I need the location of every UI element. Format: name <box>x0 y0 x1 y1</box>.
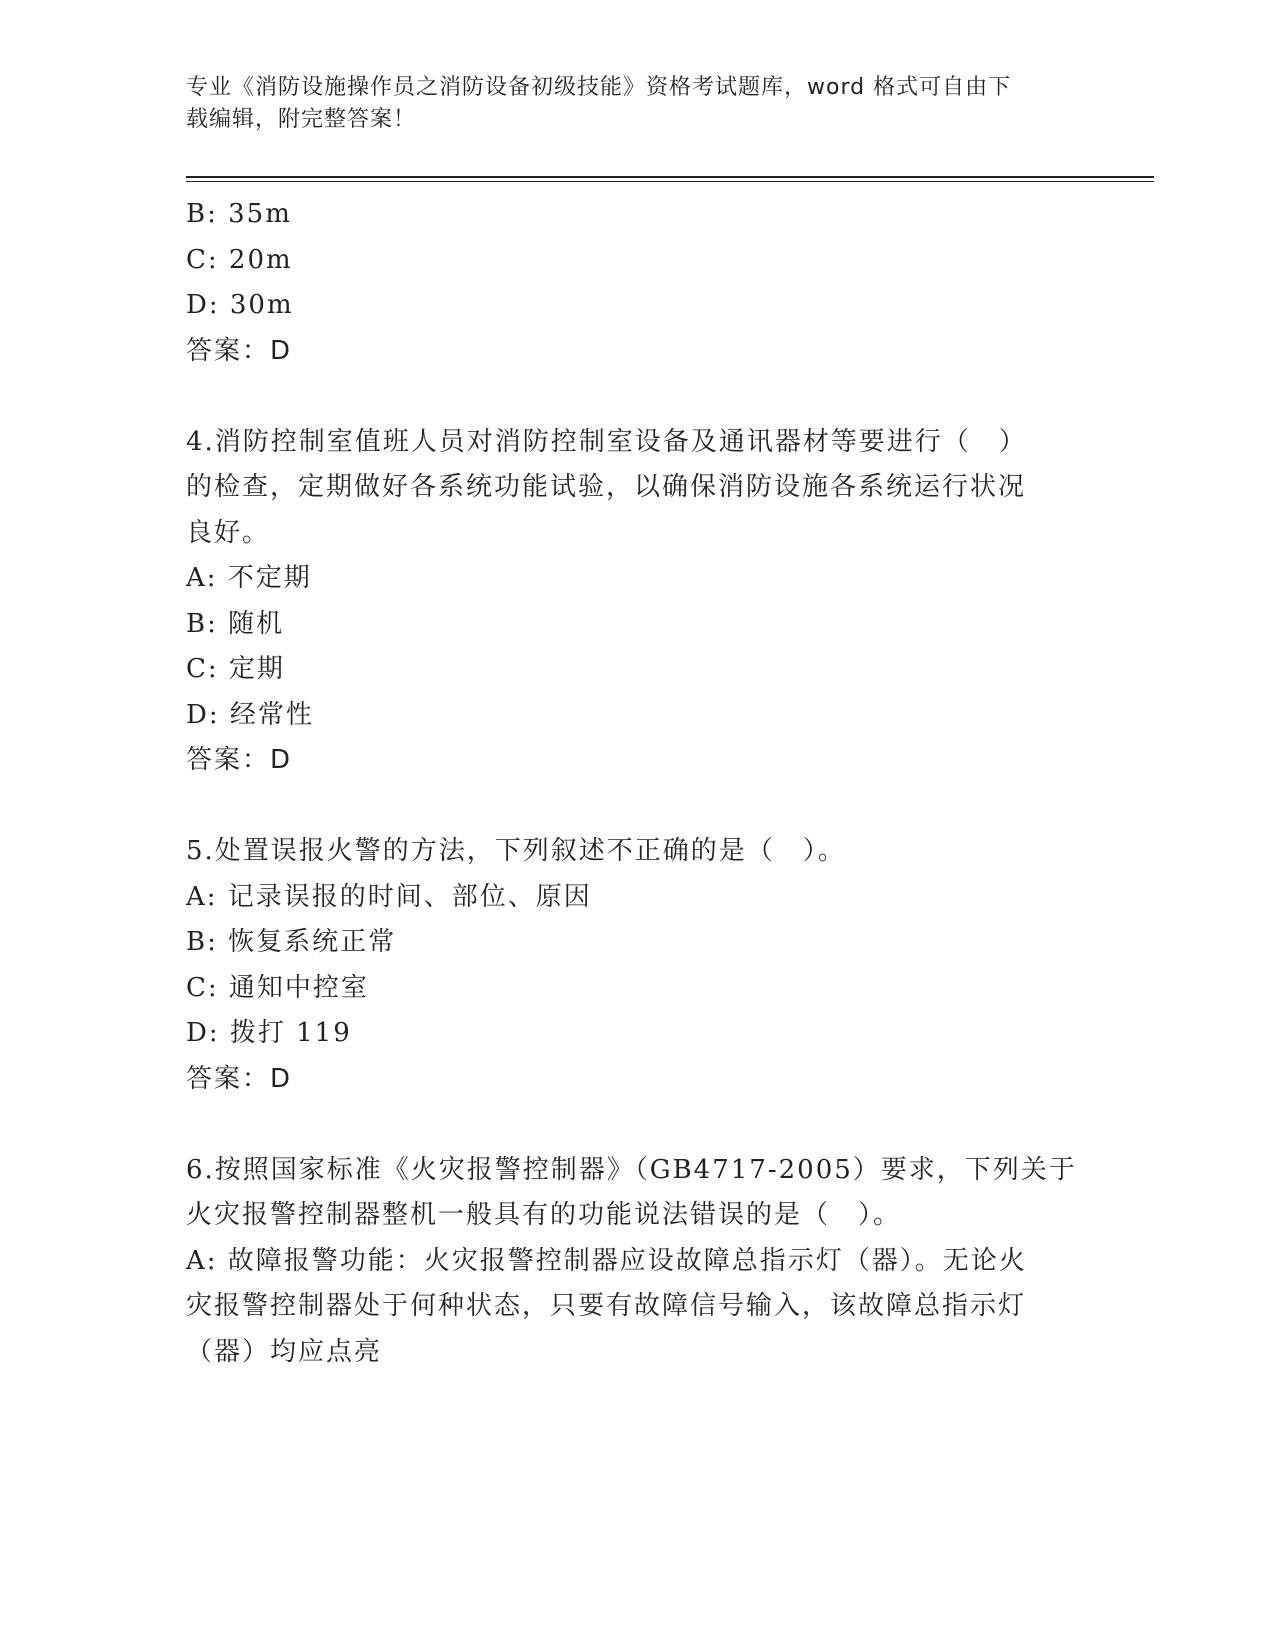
question-stem-line: 4.消防控制室值班人员对消防控制室设备及通讯器材等要进行（ ） <box>186 426 1027 457</box>
option-d: D: 30m <box>186 290 294 320</box>
option-a: A: 故障报警功能：火灾报警控制器应设故障总指示灯（器）。无论火 <box>186 1245 1027 1276</box>
question-spacer <box>186 374 1086 420</box>
header-divider-thick <box>186 176 1154 178</box>
question-6 <box>186 1148 1086 1376</box>
header-line-1: 专业《消防设施操作员之消防设备初级技能》资格考试题库，word 格式可自由下 <box>186 75 1012 100</box>
page-header <box>186 72 1066 136</box>
question-spacer <box>186 784 1086 830</box>
option-a-continued: 灾报警控制器处于何种状态，只要有故障信号输入，该故障总指示灯 <box>186 1291 1027 1321</box>
question-stem-line: 良好。 <box>186 517 271 548</box>
option-b: B: 35m <box>186 199 292 229</box>
question-stem-line: 火灾报警控制器整机一般具有的功能说法错误的是（ ）。 <box>186 1200 902 1230</box>
option-c: C: 通知中控室 <box>186 972 369 1003</box>
question-5 <box>186 829 1086 1102</box>
option-a: A: 记录误报的时间、部位、原因 <box>186 881 592 912</box>
answer-line: 答案：D <box>186 1063 293 1094</box>
question-4 <box>186 420 1086 784</box>
option-a-continued: （器）均应点亮 <box>186 1336 383 1367</box>
question-stem-line: 6.按照国家标准《火灾报警控制器》（GB4717-2005）要求，下列关于 <box>186 1154 1077 1185</box>
answer-line: 答案：D <box>186 335 293 366</box>
question-stem-line: 5.处置误报火警的方法，下列叙述不正确的是（ ）。 <box>186 836 846 866</box>
option-b: B: 随机 <box>186 608 285 639</box>
option-b: B: 恢复系统正常 <box>186 927 397 957</box>
option-d: D: 拨打 119 <box>186 1018 352 1048</box>
option-c: C: 20m <box>186 244 293 275</box>
question-list <box>186 192 1086 1375</box>
option-d: D: 经常性 <box>186 699 314 730</box>
header-divider-thin <box>186 181 1154 182</box>
header-line-2: 载编辑，附完整答案！ <box>186 107 417 132</box>
option-c: C: 定期 <box>186 654 285 684</box>
question-stem-line: 的检查，定期做好各系统功能试验，以确保消防设施各系统运行状况 <box>186 472 1027 502</box>
answer-line: 答案：D <box>186 745 293 775</box>
question-3 <box>186 192 1086 374</box>
option-a: A: 不定期 <box>186 563 312 593</box>
question-spacer <box>186 1102 1086 1148</box>
